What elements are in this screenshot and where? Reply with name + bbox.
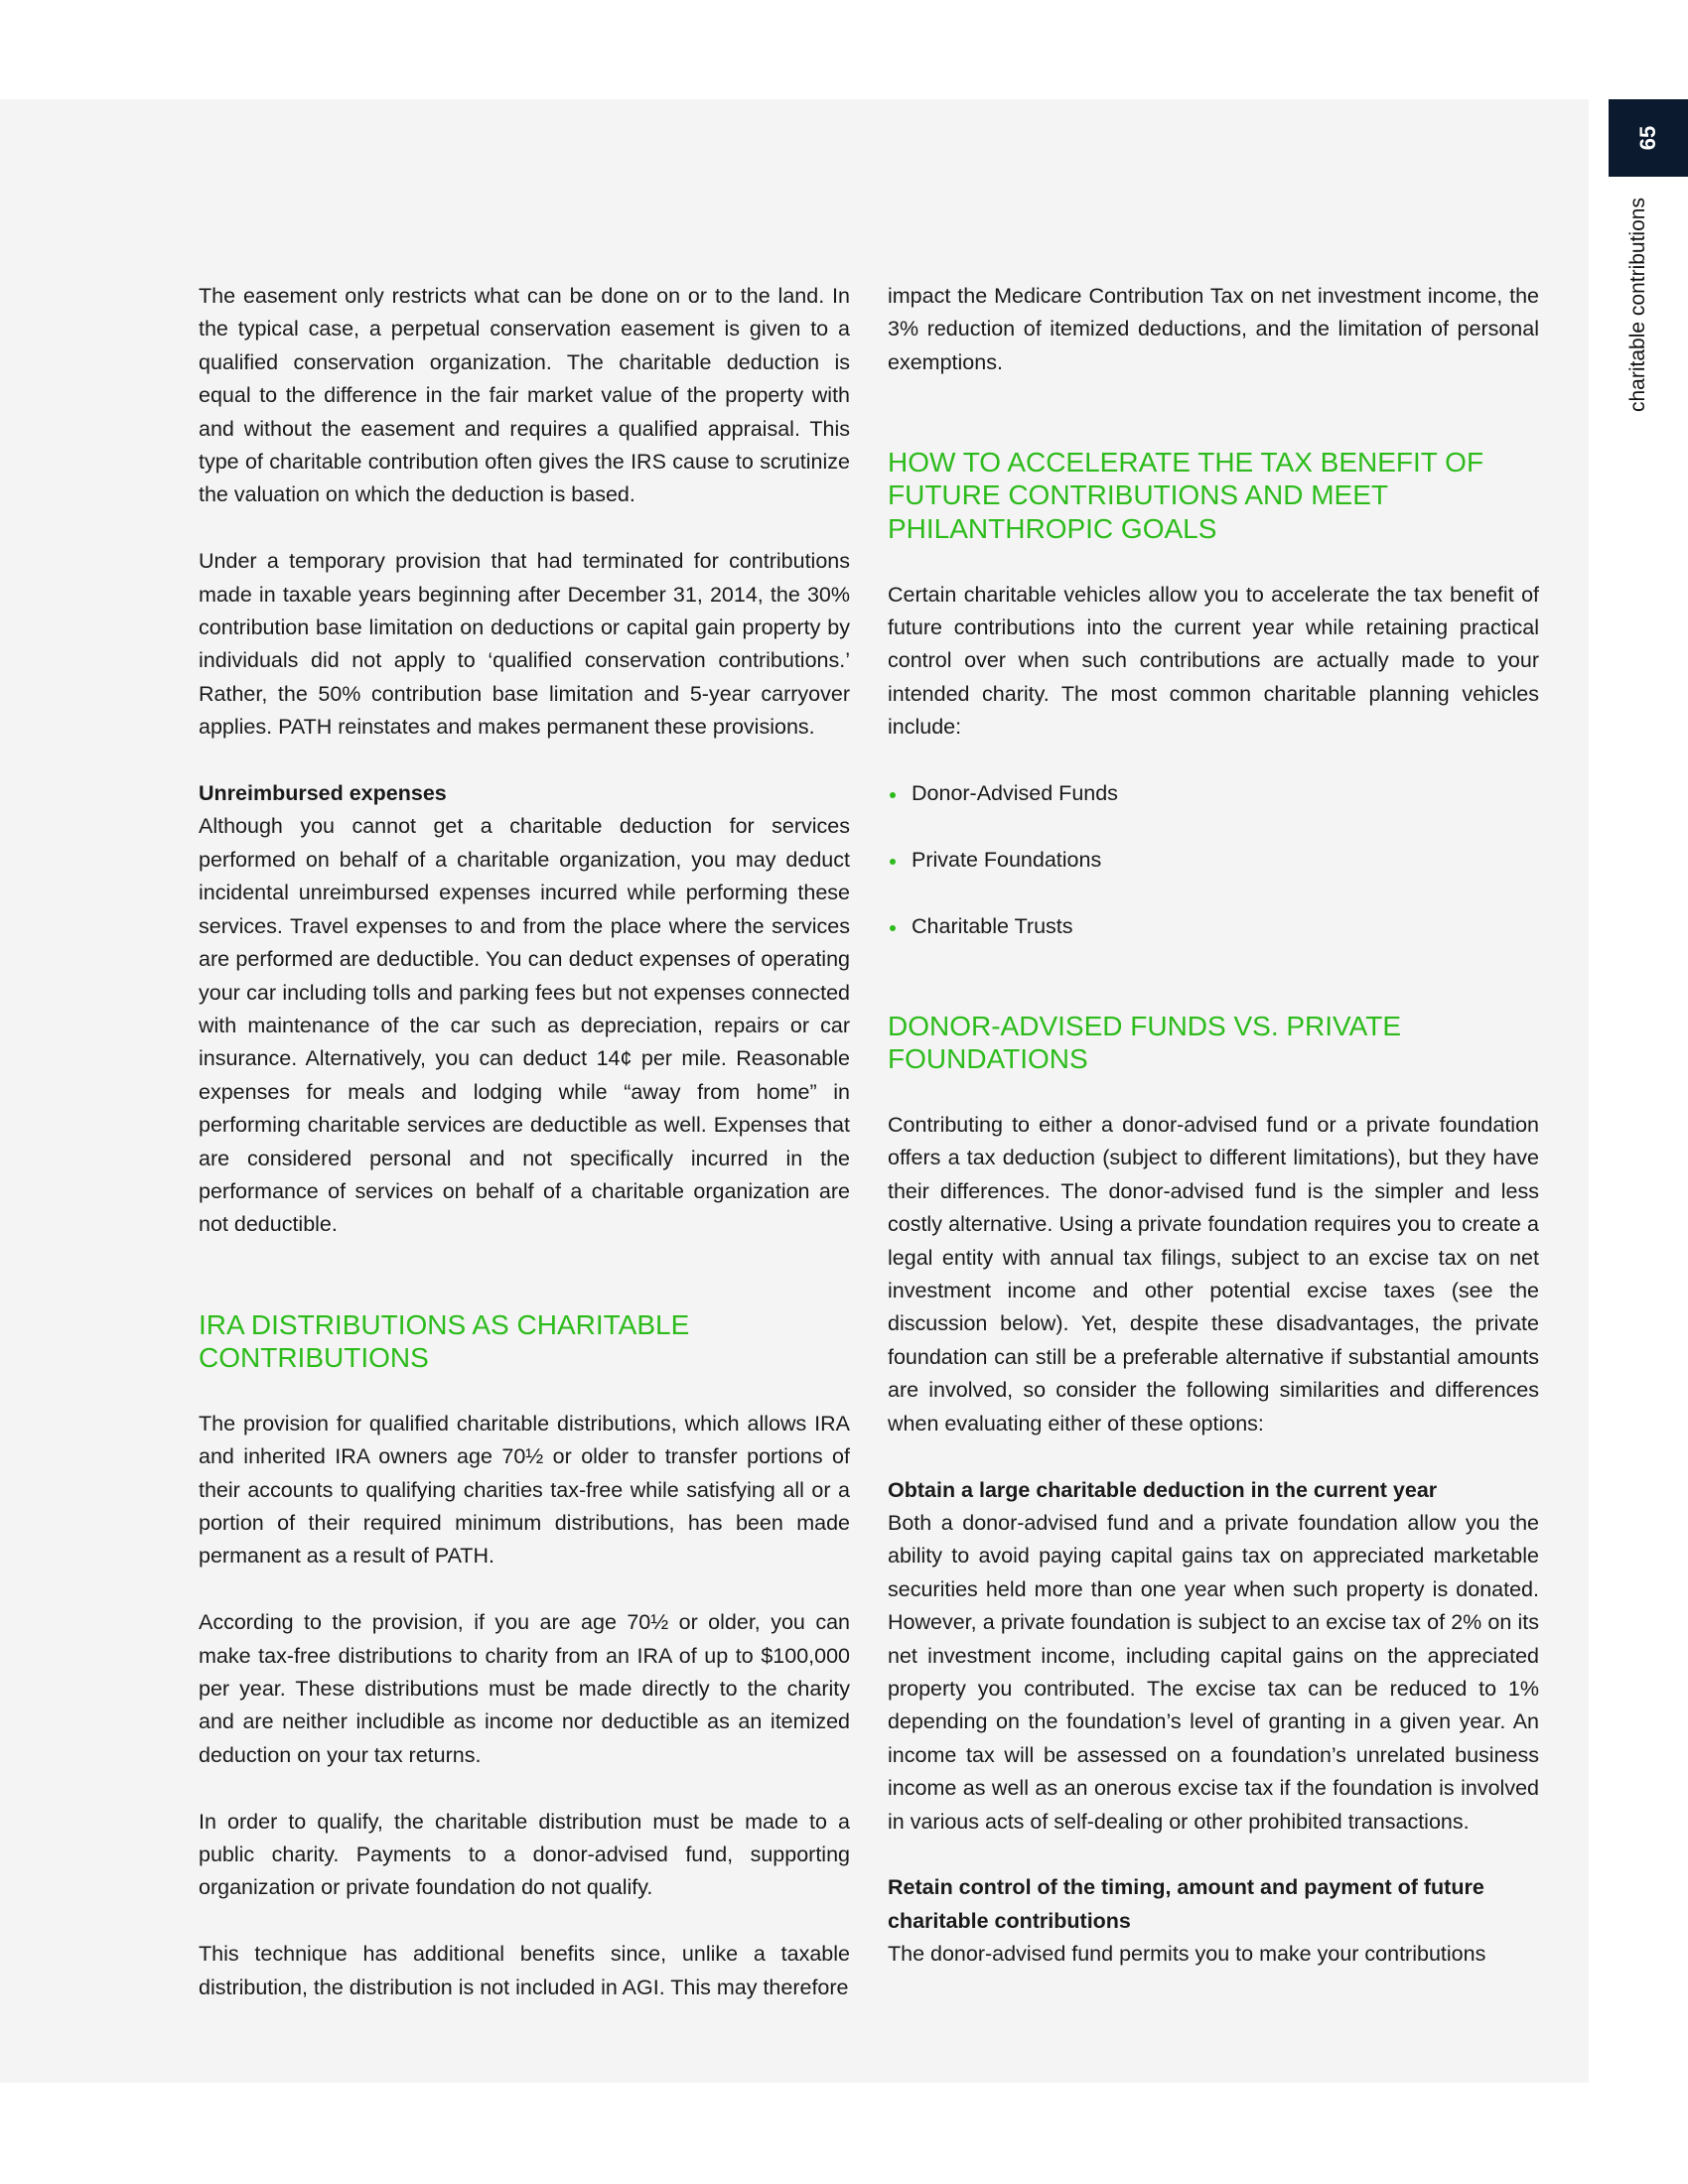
list-item [888,777,1539,810]
bullet-icon [890,925,896,931]
paragraph: Contributing to either a donor-advised fund or a private foundation offers a tax deduction (subject to different limitations), but they have their differences. The donor-advised fund is the simpler and less costly alternative. Using a private foundation requires you to create a legal entity with annual tax filings, subject to an excise tax on net investment income and other potential excise taxes (see the discussion below). Yet, despite these disadvantages, the private foundation can still be a preferable alternative if substantial amounts are involved, so consider the following similarities and differences when evaluating either of these options: [888,1113,1539,1435]
bullet-icon [890,792,896,798]
page-number: 65 [1635,125,1660,151]
section-label: charitable contributions [1626,198,1649,412]
subheading: Unreimbursed expenses [199,781,447,806]
paragraph: The donor-advised fund permits you to make your contributions [888,1942,1486,1967]
section-heading: HOW TO ACCELERATE THE TAX BENEFIT OF FUTURE CONTRIBUTIONS AND MEET PHILANTHROPIC GOALS [888,447,1484,544]
left-column [199,280,850,2037]
list-item-label: Charitable Trusts [912,913,1073,938]
subheading: Retain control of the timing, amount and payment of future charitable contributions [888,1875,1484,1933]
subheading: Obtain a large charitable deduction in the current year [888,1477,1438,1502]
paragraph: In order to qualify, the charitable distribution must be made to a public charity. Payments to a donor-advised fund, supporting organization or private foundation do not qualify. [199,1809,850,1900]
paragraph: According to the provision, if you are age 70½ or older, you can make tax-free distributions to charity from an IRA of up to $100,000 per year. These distributions must be made directly to the charity and are neither includible as income nor deductible as an itemized deduction on your tax returns. [199,1610,850,1767]
paragraph: Under a temporary provision that had terminated for contributions made in taxable years beginning after December 31, 2014, the 30% contribution base limitation on deductions or capital gain property by individuals did not apply to ‘qualified conservation contributions.’ Rather, the 50% contribution base limitation and 5-year carryover applies. PATH reinstates and makes permanent these provisions. [199,549,850,740]
paragraph: impact the Medicare Contribution Tax on net investment income, the 3% reduction of itemized deductions, and the limitation of personal exemptions. [888,284,1539,374]
paragraph: The easement only restricts what can be done on or to the land. In the typical case, a perpetual conservation easement is given to a qualified conservation organization. The charitable deduction is equal to the difference in the fair market value of the property with and without the easement and requires a qualified appraisal. This type of charitable contribution often gives the IRS cause to scrutinize the valuation on which the deduction is based. [199,284,850,507]
page-number-tab [1609,99,1688,177]
list-item [888,910,1539,943]
list-item-label: Donor-Advised Funds [912,781,1118,806]
list-item [888,844,1539,877]
section-heading: IRA DISTRIBUTIONS AS CHARITABLE CONTRIBUTIONS [199,1308,690,1373]
paragraph: The provision for qualified charitable distributions, which allows IRA and inherited IRA owners age 70½ or older to transfer portions of their accounts to qualifying charities tax-free while satisfying all or a portion of their required minimum distributions, has been made permanent as a result of PATH. [199,1411,850,1569]
paragraph: Although you cannot get a charitable deduction for services performed on behalf of a charitable organization, you may deduct incidental unreimbursed expenses incurred while performing these services. Travel expenses to and from the place where the services are performed are deductible. You can deduct expenses of operating your car including tolls and parking fees but not expenses connected with maintenance of the car such as depreciation, repairs or car insurance. Alternatively, you can deduct 14¢ per mile. Reasonable expenses for meals and lodging while “away from home” in performing charitable services are deductible as well. Expenses that are considered personal and not specifically incurred in the performance of services on behalf of a charitable organization are not deductible. [199,814,850,1237]
paragraph: Both a donor-advised fund and a private foundation allow you the ability to avoid paying capital gains tax on appreciated marketable securities held more than one year when such property is donated. However, a private foundation is subject to an excise tax of 2% on its net investment income, including capital gains on the appreciated property you contributed. The excise tax can be reduced to 1% depending on the foundation’s level of granting in a given year. An income tax will be assessed on a foundation’s unrelated business income as well as an onerous excise tax if the foundation is involved in various acts of self-dealing or other prohibited transactions. [888,1510,1539,1834]
right-column [888,280,1539,2004]
section-heading: DONOR-ADVISED FUNDS VS. PRIVATE FOUNDATIONS [888,1010,1402,1075]
list-item-label: Private Foundations [912,847,1102,872]
bullet-icon [890,859,896,865]
paragraph: This technique has additional benefits since, unlike a taxable distribution, the distribution is not included in AGI. This may therefore [199,1942,850,1999]
paragraph: Certain charitable vehicles allow you to accelerate the tax benefit of future contributions into the current year while retaining practical control over when such contributions are actually made to your intended charity. The most common charitable planning vehicles include: [888,582,1539,740]
vehicle-list [888,777,1539,943]
